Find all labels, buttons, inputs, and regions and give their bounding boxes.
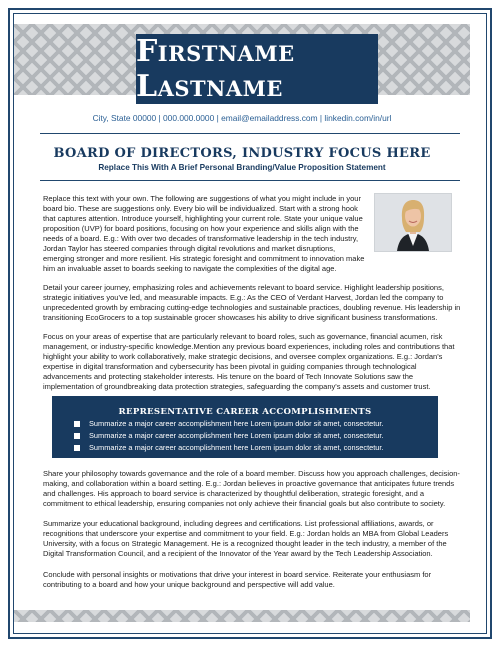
headline: BOARD OF DIRECTORS, INDUSTRY FOCUS HERE [53,146,431,161]
headline-divider [40,180,460,181]
bio-paragraph-governance: Share your philosophy towards governance and the role of a board member. Discuss how you approach challenges, decision-making, and collaboration within a board setting. E.g.: Jordan believes in proactive governance that anticipates future trends and challenges. His approach to board service is characterized by thoughtful deliberation, strategic foresight, and a commitment to ethical leadership, ensuring companies not only achieve their financial goals but also contribute to society. [43,469,460,508]
square-bullet-icon [74,421,80,427]
footer-pattern-band [14,610,470,622]
headshot-photo [374,193,452,252]
accomplishment-text: Summarize a major career accomplishment here Lorem ipsum dolor sit amet, consectetur. [89,443,384,452]
bio-paragraph-intro: Replace this text with your own. The following are suggestions of what you might include in your board bio. These are suggestions only. Every bio will be individualized. Start with a strong hook that captures attention. Introduce yourself, highlighting your current role. State your unique value proposition (UVP) for board positions, focusing on how your experience and skills align with the needs of a board. E.g.: With over two decades of transformative leadership in the tech industry, Jordan Taylor has steered companies through digital revolutions and market disruptions, emerging stronger and more resilient. His strategic foresight and commitment to innovation make him an invaluable asset to boards seeking to navigate the complexities of the digital age. [43,194,365,273]
accomplishments-list [74,418,384,454]
accomplishment-text: Summarize a major career accomplishment here Lorem ipsum dolor sit amet, consectetur. [89,419,384,428]
accomplishment-item [74,442,384,454]
square-bullet-icon [74,433,80,439]
contact-line: City, State 00000 | 000.000.0000 | email@emailaddress.com | linkedin.com/in/url [92,113,392,123]
accomplishment-text: Summarize a major career accomplishment here Lorem ipsum dolor sit amet, consectetur. [89,431,384,440]
headshot-illustration [375,194,451,251]
subheadline: Replace This With A Brief Personal Branding/Value Proposition Statement [98,163,386,172]
accomplishment-item [74,418,384,430]
bio-paragraph-education: Summarize your educational background, including degrees and certifications. List professional affiliations, awards, or recognitions that underscore your expertise and commitment to your field. E.g.: Jordan holds an MBA from Global Leaders University, with a focus on Strategic Management. He is a recognized thought leader in the tech industry, a member of the Digital Transformation Council, and a recipient of the Innovator of the Year award by the Tech Leadership Association. [43,519,449,558]
top-divider [40,133,460,134]
candidate-name: Firstname Lastname [136,34,378,104]
square-bullet-icon [74,445,80,451]
accomplishments-box [52,396,438,458]
accomplishment-item [74,430,384,442]
bio-paragraph-conclusion: Conclude with personal insights or motivations that drive your interest in board service. Reiterate your enthusiasm for contributing to a board and how your unique background and perspective will add value. [43,570,432,589]
accomplishments-title: REPRESENTATIVE CAREER ACCOMPLISHMENTS [118,407,372,417]
bio-paragraph-expertise: Focus on your areas of expertise that are particularly relevant to board roles, such as governance, financial acumen, risk management, or industry-specific knowledge.Mention any previous board experiences, including roles and contributions that highlight your ability to work collaboratively, make strategic decisions, and oversee complex organizations. E.g.: Jordan's expertise in digital transformation and cybersecurity has been pivotal in guiding companies through technological advancements and protecting stakeholder interests. His tenure on the board of Tech Innovate Solutions saw the implementation of groundbreaking data protection strategies, safeguarding the company's assets and customer trust. [43,332,455,391]
bio-paragraph-career: Detail your career journey, emphasizing roles and achievements relevant to board service. Highlight leadership positions, strategic initiatives you've led, and measurable impacts. E.g.: As the CEO of Verdant Harvest, Jordan led the company to unprecedented growth by embracing cutting-edge technologies and sustainable practices, doubling revenue. His leadership in transitioning EcoGrocers to a top sustainable grocer showcases his ability to drive significant business transformations. [43,283,461,322]
